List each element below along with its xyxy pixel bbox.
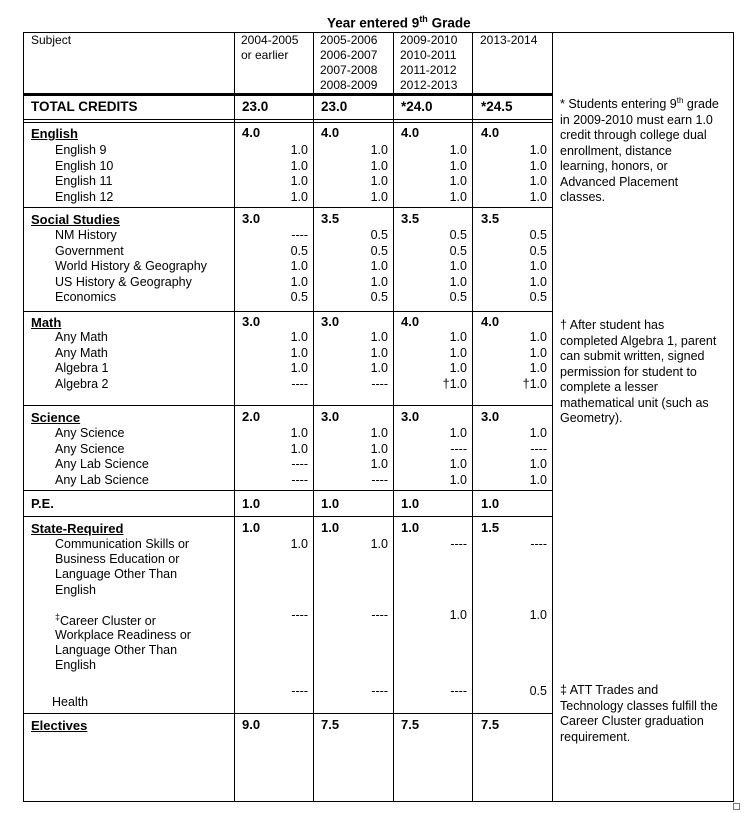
credit-value: 1.0 xyxy=(290,361,308,376)
year-column-header: 2004-2005 xyxy=(241,33,299,47)
row-separator xyxy=(23,405,552,406)
credit-value: ---- xyxy=(371,472,388,487)
credit-value: 1.0 xyxy=(449,345,467,360)
social-studies-total: 3.0 xyxy=(242,211,261,226)
social-studies-subject-row: Economics xyxy=(55,290,117,304)
credit-value: 1.0 xyxy=(449,158,467,173)
column-separator xyxy=(552,32,553,801)
math-label: Math xyxy=(31,315,62,330)
note-star: * Students entering 9th grade in 2009-2010 must earn 1.0 credit through college dual enrollment, distance learning, honors, or Advanced Placement classes. xyxy=(560,96,719,205)
electives-total: 9.0 xyxy=(242,717,261,732)
credit-value: ---- xyxy=(450,537,467,551)
credit-value: 1.0 xyxy=(529,472,547,487)
year-column-header: 2008-2009 xyxy=(320,78,378,92)
pe-total: 1.0 xyxy=(481,496,500,511)
science-subject-row: Any Lab Science xyxy=(55,457,149,471)
total-credits-value: 23.0 xyxy=(242,99,269,114)
career-cluster-text: English xyxy=(55,658,96,673)
row-separator xyxy=(23,490,552,491)
credit-value: 1.0 xyxy=(529,174,547,189)
communication-skills-text: Business Education or xyxy=(55,552,180,567)
year-column-header: 2012-2013 xyxy=(400,78,458,92)
credit-value: 1.0 xyxy=(290,274,308,289)
table-title: Year entered 9th Grade xyxy=(327,14,471,31)
credit-value: 0.5 xyxy=(529,684,547,698)
electives-total: 7.5 xyxy=(481,717,500,732)
credit-value: 0.5 xyxy=(370,243,388,258)
credit-value: ---- xyxy=(450,684,467,698)
credit-value: 1.0 xyxy=(449,143,467,157)
health-label: Health xyxy=(52,695,89,709)
credit-value: 1.0 xyxy=(290,426,308,440)
credit-value: 1.0 xyxy=(449,608,467,622)
column-separator xyxy=(313,32,314,801)
credit-value: 1.0 xyxy=(449,330,467,344)
math-subject-row: Algebra 1 xyxy=(55,361,109,376)
row-separator xyxy=(23,207,552,208)
social-studies-total: 3.5 xyxy=(481,211,500,226)
credit-value: 1.0 xyxy=(290,143,308,157)
year-column-header: 2009-2010 xyxy=(400,33,458,47)
social-studies-subject-row: NM History xyxy=(55,228,117,242)
english-total: 4.0 xyxy=(321,125,340,140)
credit-value: 1.0 xyxy=(370,426,388,440)
pe-total: 1.0 xyxy=(242,496,261,511)
credit-value: ---- xyxy=(291,608,308,622)
credit-value: ---- xyxy=(450,441,467,456)
science-subject-row: Any Lab Science xyxy=(55,472,149,487)
credit-value: 1.0 xyxy=(529,608,547,622)
english-subject-row: English 9 xyxy=(55,143,107,157)
row-separator xyxy=(23,95,552,96)
credit-value: 1.0 xyxy=(529,426,547,440)
communication-skills-text: English xyxy=(55,582,96,597)
table-border-top xyxy=(23,32,733,33)
credit-value: 1.0 xyxy=(449,274,467,289)
total-credits-value: 23.0 xyxy=(321,99,348,114)
credit-value: ---- xyxy=(371,377,388,392)
social-studies-total: 3.5 xyxy=(321,211,340,226)
science-total: 2.0 xyxy=(242,409,261,424)
math-total: 4.0 xyxy=(401,314,420,329)
year-column-header: 2007-2008 xyxy=(320,63,378,77)
credit-value: 1.0 xyxy=(370,259,388,273)
state-required-total: 1.0 xyxy=(401,520,420,535)
total-credits-value: *24.0 xyxy=(401,99,433,114)
state-required-label: State-Required xyxy=(31,521,124,536)
english-total: 4.0 xyxy=(242,125,261,140)
credit-value: ---- xyxy=(291,684,308,698)
column-separator xyxy=(393,32,394,801)
credit-value: 0.5 xyxy=(529,243,547,258)
column-separator xyxy=(234,32,235,801)
state-required-total: 1.5 xyxy=(481,520,500,535)
math-subject-row: Algebra 2 xyxy=(55,377,109,392)
credit-value: ---- xyxy=(291,472,308,487)
credit-value: 0.5 xyxy=(449,290,467,304)
credit-value: 1.0 xyxy=(449,361,467,376)
english-subject-row: English 11 xyxy=(55,174,113,189)
social-studies-label: Social Studies xyxy=(31,212,120,227)
row-separator xyxy=(23,119,552,120)
year-column-header: 2011-2012 xyxy=(400,63,457,77)
credit-value: 0.5 xyxy=(370,228,388,242)
credit-value: 0.5 xyxy=(370,290,388,304)
credit-value: 1.0 xyxy=(290,259,308,273)
social-studies-total: 3.5 xyxy=(401,211,420,226)
social-studies-subject-row: US History & Geography xyxy=(55,274,192,289)
electives-total: 7.5 xyxy=(401,717,420,732)
year-column-header: 2006-2007 xyxy=(320,48,378,62)
note-dagger: † After student has completed Algebra 1, parent can submit written, signed permission for student to complete a lesser mathematical unit (such as Geometry). xyxy=(560,318,717,425)
credit-value: 1.0 xyxy=(449,259,467,273)
credit-value: 0.5 xyxy=(290,290,308,304)
year-column-header: or earlier xyxy=(241,48,289,62)
credit-value: 0.5 xyxy=(449,243,467,258)
science-subject-row: Any Science xyxy=(55,441,125,456)
credit-value: 1.0 xyxy=(370,361,388,376)
credit-value: 1.0 xyxy=(529,345,547,360)
social-studies-subject-row: World History & Geography xyxy=(55,259,207,273)
state-required-total: 1.0 xyxy=(321,520,340,535)
science-total: 3.0 xyxy=(481,409,500,424)
pe-total: 1.0 xyxy=(321,496,340,511)
electives-total: 7.5 xyxy=(321,717,340,732)
year-column-header: 2005-2006 xyxy=(320,33,378,47)
credit-value: 1.0 xyxy=(449,426,467,440)
credit-value: ---- xyxy=(530,537,547,551)
note-double-dagger: ‡ ATT Trades and Technology classes fulfill the Career Cluster graduation requirement. xyxy=(560,683,718,744)
credit-value: 1.0 xyxy=(290,345,308,360)
credit-value: 0.5 xyxy=(290,243,308,258)
credit-value: †1.0 xyxy=(522,377,547,392)
credit-value: 1.0 xyxy=(290,189,308,204)
math-total: 4.0 xyxy=(481,314,500,329)
credit-value: ---- xyxy=(530,441,547,456)
english-label: English xyxy=(31,126,78,141)
math-subject-row: Any Math xyxy=(55,345,108,360)
science-total: 3.0 xyxy=(401,409,420,424)
credit-value: ---- xyxy=(291,228,308,242)
credit-value: 1.0 xyxy=(449,457,467,471)
credit-value: 1.0 xyxy=(290,174,308,189)
credit-value: 0.5 xyxy=(449,228,467,242)
state-required-total: 1.0 xyxy=(242,520,261,535)
credit-value: 1.0 xyxy=(370,274,388,289)
year-column-header: 2013-2014 xyxy=(480,33,538,47)
credit-value: 1.0 xyxy=(290,441,308,456)
english-total: 4.0 xyxy=(481,125,500,140)
credit-value: 1.0 xyxy=(370,174,388,189)
credit-value: 1.0 xyxy=(529,189,547,204)
credit-value: 1.0 xyxy=(290,537,308,551)
credit-value: 1.0 xyxy=(529,259,547,273)
credit-value: 1.0 xyxy=(370,143,388,157)
credit-value: 1.0 xyxy=(370,158,388,173)
career-cluster-text: ‡Career Cluster or xyxy=(55,612,156,629)
math-total: 3.0 xyxy=(242,314,261,329)
credit-value: 1.0 xyxy=(529,274,547,289)
electives-label: Electives xyxy=(31,718,88,733)
credit-value: 0.5 xyxy=(529,290,547,304)
english-subject-row: English 12 xyxy=(55,189,114,204)
row-separator xyxy=(23,516,552,517)
row-separator xyxy=(23,713,552,714)
total-credits-value: *24.5 xyxy=(481,99,513,114)
science-total: 3.0 xyxy=(321,409,340,424)
credit-value: 1.0 xyxy=(370,345,388,360)
row-separator xyxy=(23,122,552,123)
subject-header: Subject xyxy=(31,33,72,47)
total-credits-label: TOTAL CREDITS xyxy=(31,99,138,114)
column-separator xyxy=(472,32,473,801)
credit-value: 1.0 xyxy=(529,330,547,344)
table-border-left xyxy=(23,32,24,801)
science-label: Science xyxy=(31,410,81,425)
credit-value: 1.0 xyxy=(290,330,308,344)
resize-handle-icon xyxy=(733,803,740,810)
credit-value: 1.0 xyxy=(370,537,388,551)
pe-label: P.E. xyxy=(31,496,54,511)
credit-value: †1.0 xyxy=(442,377,467,392)
credit-value: 1.0 xyxy=(529,143,547,157)
credit-value: 1.0 xyxy=(529,361,547,376)
communication-skills-text: Language Other Than xyxy=(55,567,178,582)
math-subject-row: Any Math xyxy=(55,330,108,344)
english-subject-row: English 10 xyxy=(55,158,114,173)
social-studies-subject-row: Government xyxy=(55,243,124,258)
science-subject-row: Any Science xyxy=(55,426,125,440)
credit-value: ---- xyxy=(371,684,388,698)
table-border-bottom xyxy=(23,801,733,802)
credit-value: 1.0 xyxy=(370,457,388,471)
row-separator xyxy=(23,311,552,312)
english-total: 4.0 xyxy=(401,125,420,140)
credit-value: ---- xyxy=(371,608,388,622)
communication-skills-text: Communication Skills or xyxy=(55,537,190,551)
pe-total: 1.0 xyxy=(401,496,420,511)
year-column-header: 2010-2011 xyxy=(400,48,457,62)
table-border-right xyxy=(733,32,734,802)
credit-value: 0.5 xyxy=(529,228,547,242)
credit-value: 1.0 xyxy=(449,174,467,189)
credit-value: 1.0 xyxy=(370,330,388,344)
career-cluster-text: Language Other Than xyxy=(55,643,178,658)
credit-value: 1.0 xyxy=(529,457,547,471)
credit-value: 1.0 xyxy=(449,472,467,487)
career-cluster-text: Workplace Readiness or xyxy=(55,628,191,642)
credit-value: 1.0 xyxy=(290,158,308,173)
credit-value: 1.0 xyxy=(370,441,388,456)
math-total: 3.0 xyxy=(321,314,340,329)
credit-value: ---- xyxy=(291,457,308,471)
credit-value: 1.0 xyxy=(370,189,388,204)
credit-value: ---- xyxy=(291,377,308,392)
credit-value: 1.0 xyxy=(449,189,467,204)
credit-value: 1.0 xyxy=(529,158,547,173)
